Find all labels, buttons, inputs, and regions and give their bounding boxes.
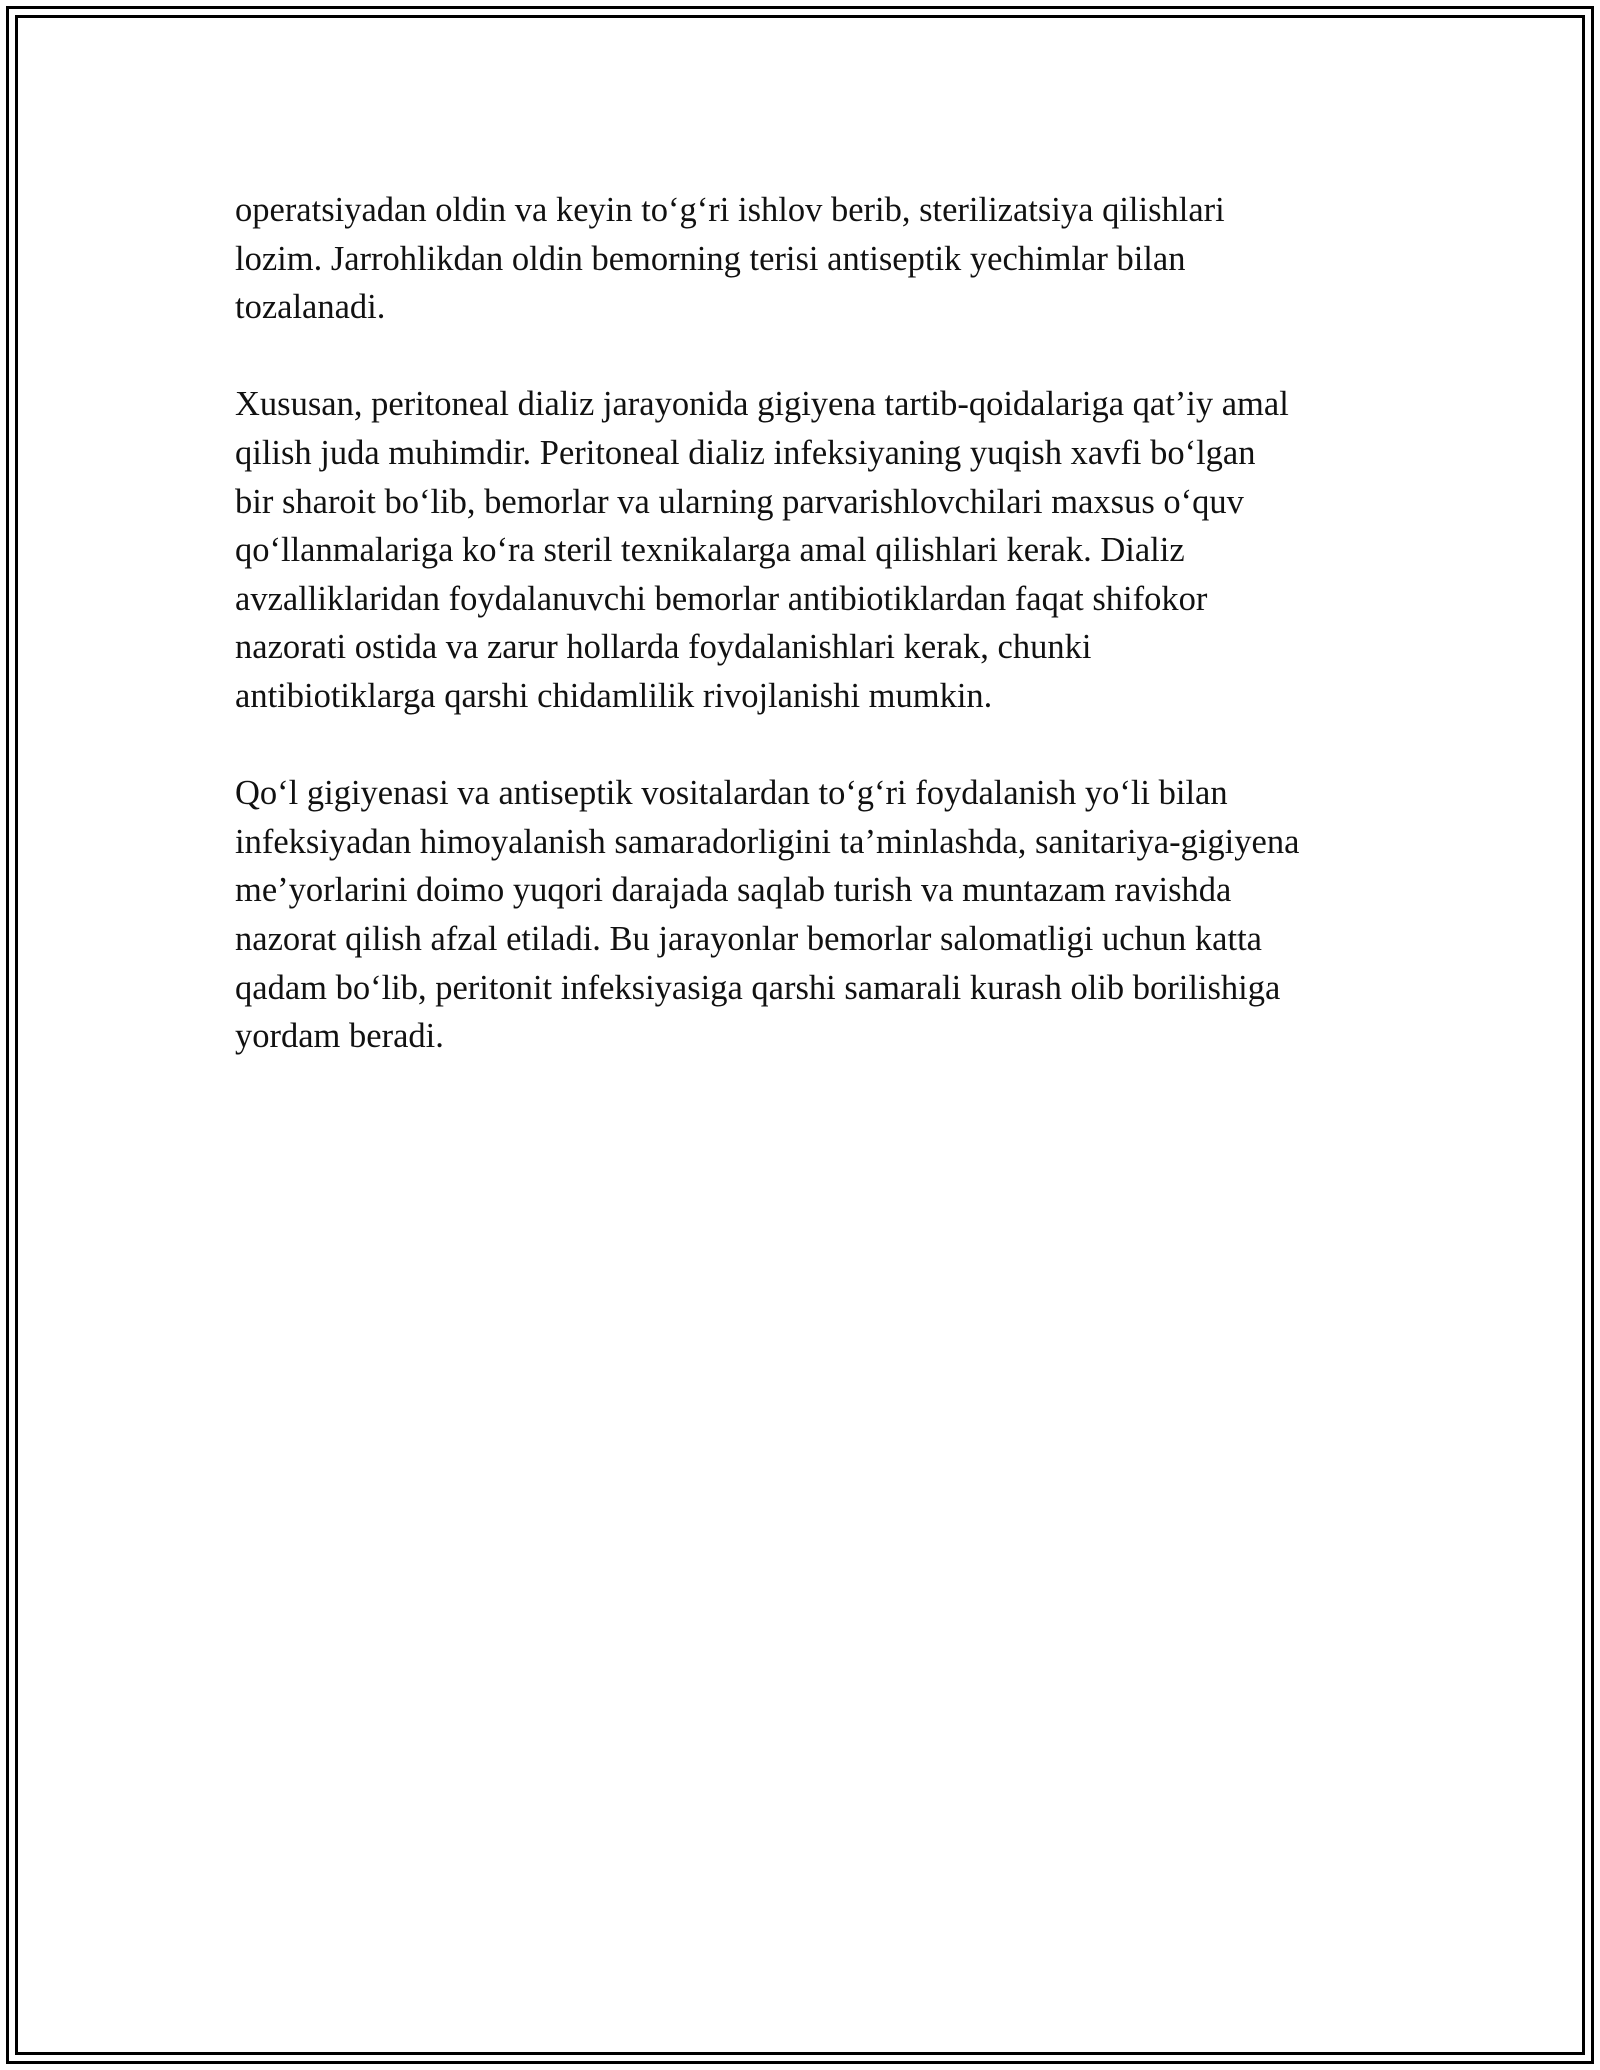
paragraph-2: Xususan, peritoneal dializ jarayonida gigiyena tartib-qoidalariga qat’iy amal qilish juda muhimdir. Peritoneal dializ infeksiyaning yuqish xavfi bo‘lgan bir sharoit bo‘lib, bemorlar va ularning parvarishlovchilari maxsus o‘quv qo‘llanmalariga ko‘ra steril texnikalarga amal qilishlari kerak. Dializ avzalliklaridan foydalanuvchi bemorlar antibiotiklardan faqat shifokor nazorati ostida va zarur hollarda foydalanishlari kerak, chunki antibiotiklarga qarshi chidamlilik rivojlanishi mumkin.	[235, 385, 1289, 715]
paragraph-1: operatsiyadan oldin va keyin to‘g‘ri ishlov berib, sterilizatsiya qilishlari lozim. Jarrohlikdan oldin bemorning terisi antiseptik yechimlar bilan tozalanadi.	[235, 191, 1225, 327]
paragraph-3: Qo‘l gigiyenasi va antiseptik vositalardan to‘g‘ri foydalanish yo‘li bilan infeksiyadan himoyalanish samaradorligini ta’minlashda, sanitariya-gigiyena me’yorlarini doimo yuqori darajada saqlab turish va muntazam ravishda nazorat qilish afzal etiladi. Bu jarayonlar bemorlar salomatligi uchun katta qadam bo‘lib, peritonit infeksiyasiga qarshi samarali kurash olib borilishiga yordam beradi.	[235, 774, 1300, 1056]
document-body	[235, 186, 1395, 1109]
